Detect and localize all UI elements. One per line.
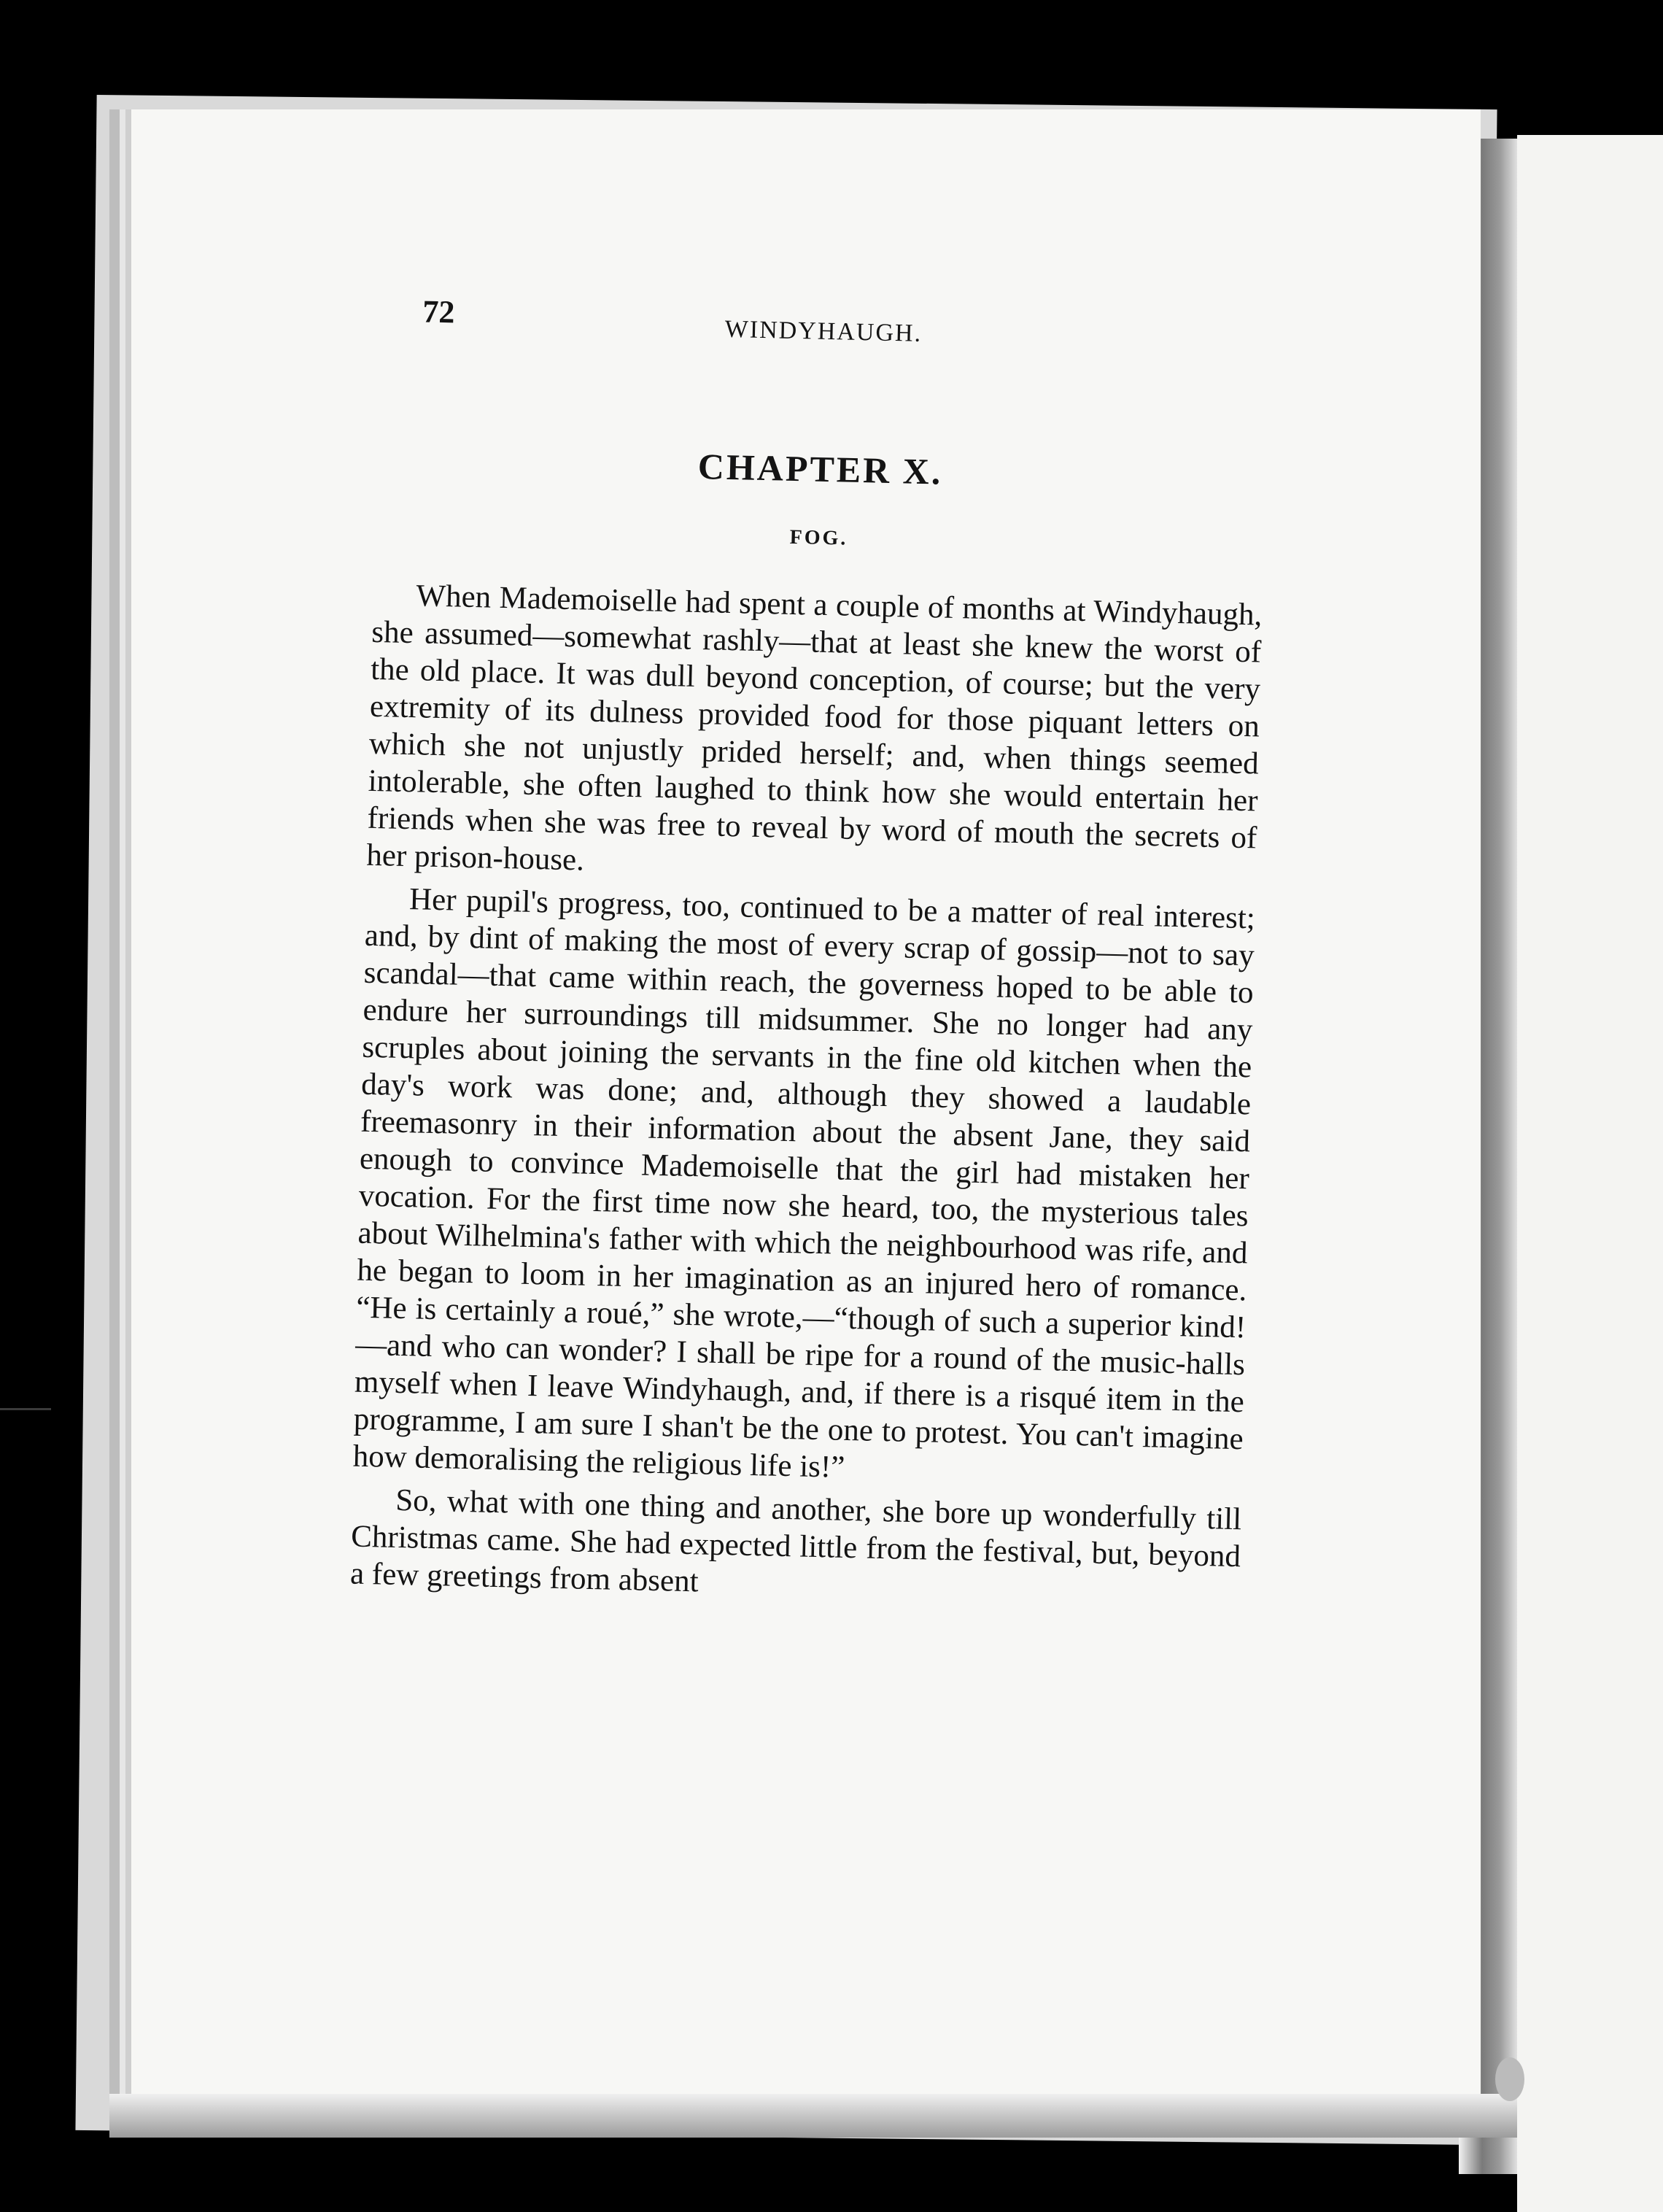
page-bottom-edge (109, 2094, 1517, 2138)
chapter-subtitle: FOG. (789, 525, 848, 550)
facing-page (1517, 135, 1663, 2212)
chapter-title: CHAPTER X. (697, 445, 944, 492)
margin-ink-mark (0, 1408, 51, 1410)
page-number: 72 (422, 293, 455, 330)
body-text (350, 576, 1263, 1612)
paragraph: So, what with one thing and another, she bore up wonderfully till Christmas came. She had expected little from the festival, but, beyond a few greetings from absent (349, 1482, 1242, 1599)
running-title: WINDYHAUGH. (724, 315, 923, 347)
paragraph: Her pupil's progress, too, continued to be a matter of real interest; and, by dint of making the most of every scrap of gossip—not to say scandal—that came within reach, the governess hoped to be able to endure her surroundings till midsummer. She no longer had any scruples about joining the servants in the fine old kitchen when the day's work was done; and, although they showed a laudable freemasonry in their information about the absent Jane, they said enough to convince Mademoiselle that the girl had mistaken her vocation. For the first time now she heard, too, the mysterious tales about Wilhelmina's father with which the neighbourhood was rife, and he began to loom in her imagination as an injured hero of romance. “He is certainly a roué,” she wrote,—“though of such a superior kind!—and who can wonder? I shall be ripe for a round of the music-halls myself when I leave Windyhaugh, and, if there is a risqué item in the programme, I am sure I shan't be the one to protest. You can't imagine how demoralising the religious life is!” (352, 882, 1256, 1485)
page-content (349, 292, 1268, 1618)
paragraph: When Mademoiselle had spent a couple of months at Windyhaugh, she assumed—somewhat rashly—that at least she knew the worst of the old place. It was dull beyond conception, of course; but the very extremity of its dulness provided food for those piquant letters on which she not unjustly prided herself; and, when things seemed intolerable, she often laughed to think how she would entertain her friends when she was free to reveal by word of mouth the secrets of her prison-house. (365, 579, 1263, 878)
corner-smudge (1495, 2057, 1524, 2101)
